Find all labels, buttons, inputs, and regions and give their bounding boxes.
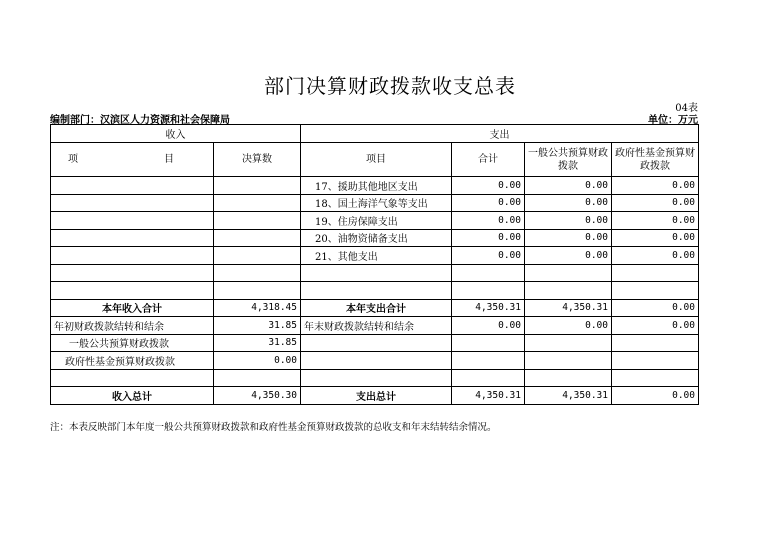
gov-fund-cell xyxy=(612,352,699,370)
general-budget-cell xyxy=(525,264,612,282)
income-item-cell: 一般公共预算财政拨款 xyxy=(51,334,214,352)
income-amount-cell: 31.85 xyxy=(214,317,301,335)
income-item-cell xyxy=(51,212,214,230)
expense-item-cell xyxy=(301,352,452,370)
income-amount-cell xyxy=(214,282,301,300)
table-row xyxy=(51,177,699,195)
budget-amount-header: 决算数 xyxy=(214,143,301,177)
income-item-cell xyxy=(51,194,214,212)
income-amount-cell xyxy=(214,177,301,195)
expense-item-cell: 本年支出合计 xyxy=(301,299,452,317)
income-amount-cell: 31.85 xyxy=(214,334,301,352)
total-cell: 4,350.31 xyxy=(452,299,525,317)
general-budget-cell: 4,350.31 xyxy=(525,387,612,405)
total-cell xyxy=(452,369,525,387)
income-amount-cell xyxy=(214,194,301,212)
total-cell xyxy=(452,282,525,300)
general-budget-cell xyxy=(525,282,612,300)
table-row xyxy=(51,299,699,317)
income-amount-cell xyxy=(214,247,301,265)
income-amount-cell: 4,350.30 xyxy=(214,387,301,405)
income-amount-cell xyxy=(214,229,301,247)
gov-fund-cell: 0.00 xyxy=(612,299,699,317)
expense-item-cell xyxy=(301,334,452,352)
general-budget-cell: 0.00 xyxy=(525,317,612,335)
general-budget-cell xyxy=(525,334,612,352)
income-amount-cell: 4,318.45 xyxy=(214,299,301,317)
table-row xyxy=(51,282,699,300)
table-row xyxy=(51,352,699,370)
general-budget-cell: 0.00 xyxy=(525,229,612,247)
expense-item-cell: 年末财政拨款结转和结余 xyxy=(301,317,452,335)
org-label: 编制部门：汉滨区人力资源和社会保障局 xyxy=(50,115,230,126)
income-amount-cell: 0.00 xyxy=(214,352,301,370)
income-item-cell xyxy=(51,177,214,195)
table-row xyxy=(51,264,699,282)
income-item-header: 项 目 xyxy=(51,143,214,177)
total-header: 合计 xyxy=(452,143,525,177)
income-item-cell xyxy=(51,247,214,265)
income-item-cell: 政府性基金预算财政拨款 xyxy=(51,352,214,370)
general-budget-cell: 4,350.31 xyxy=(525,299,612,317)
income-item-cell: 本年收入合计 xyxy=(51,299,214,317)
table-row xyxy=(51,334,699,352)
income-item-cell: 收入总计 xyxy=(51,387,214,405)
table-row xyxy=(51,369,699,387)
expense-item-cell xyxy=(301,264,452,282)
table-subheader-row xyxy=(51,143,699,177)
table-row xyxy=(51,229,699,247)
total-cell xyxy=(452,264,525,282)
income-amount-cell xyxy=(214,264,301,282)
table-body xyxy=(51,177,699,405)
total-cell: 0.00 xyxy=(452,212,525,230)
income-item-cell: 年初财政拨款结转和结余 xyxy=(51,317,214,335)
gov-fund-cell: 0.00 xyxy=(612,212,699,230)
expense-item-cell: 17、援助其他地区支出 xyxy=(301,177,452,195)
total-cell: 0.00 xyxy=(452,194,525,212)
income-header: 收入 xyxy=(51,125,301,143)
table-row xyxy=(51,247,699,265)
expense-header: 支出 xyxy=(301,125,699,143)
finance-table xyxy=(50,124,699,405)
total-cell: 0.00 xyxy=(452,317,525,335)
general-budget-cell xyxy=(525,369,612,387)
expense-item-cell: 20、油物资储备支出 xyxy=(301,229,452,247)
gov-fund-cell: 0.00 xyxy=(612,247,699,265)
income-amount-cell xyxy=(214,212,301,230)
general-budget-cell: 0.00 xyxy=(525,212,612,230)
income-amount-cell xyxy=(214,369,301,387)
expense-item-cell: 19、住房保障支出 xyxy=(301,212,452,230)
gov-fund-cell xyxy=(612,264,699,282)
expense-item-cell: 21、其他支出 xyxy=(301,247,452,265)
total-cell xyxy=(452,352,525,370)
report-title: 部门决算财政拨款收支总表 xyxy=(264,74,516,98)
footnote: 注：本表反映部门本年度一般公共预算财政拨款和政府性基金预算财政拨款的总收支和年末结转结余情况。 xyxy=(50,422,497,433)
expense-item-cell: 支出总计 xyxy=(301,387,452,405)
gov-fund-header: 政府性基金预算财政拨款 xyxy=(612,143,699,177)
gov-fund-cell: 0.00 xyxy=(612,229,699,247)
general-budget-cell: 0.00 xyxy=(525,247,612,265)
income-item-cell xyxy=(51,264,214,282)
gov-fund-cell xyxy=(612,282,699,300)
gov-fund-cell: 0.00 xyxy=(612,177,699,195)
table-row xyxy=(51,317,699,335)
expense-item-cell: 18、国土海洋气象等支出 xyxy=(301,194,452,212)
total-cell xyxy=(452,334,525,352)
income-item-cell xyxy=(51,369,214,387)
unit-label: 单位：万元 xyxy=(648,115,698,126)
gov-fund-cell: 0.00 xyxy=(612,317,699,335)
gov-fund-cell xyxy=(612,334,699,352)
expense-item-header: 项目 xyxy=(301,143,452,177)
general-budget-cell: 0.00 xyxy=(525,194,612,212)
total-cell: 0.00 xyxy=(452,247,525,265)
gov-fund-cell: 0.00 xyxy=(612,194,699,212)
table-header-row xyxy=(51,125,699,143)
expense-item-cell xyxy=(301,282,452,300)
table-row xyxy=(51,212,699,230)
table-row xyxy=(51,194,699,212)
general-budget-cell xyxy=(525,352,612,370)
table-row xyxy=(51,387,699,405)
income-item-cell xyxy=(51,229,214,247)
form-number: 04表 xyxy=(675,103,698,114)
total-cell: 4,350.31 xyxy=(452,387,525,405)
expense-item-cell xyxy=(301,369,452,387)
total-cell: 0.00 xyxy=(452,177,525,195)
gov-fund-cell xyxy=(612,369,699,387)
income-item-cell xyxy=(51,282,214,300)
general-budget-cell: 0.00 xyxy=(525,177,612,195)
general-budget-header: 一般公共预算财政拨款 xyxy=(525,143,612,177)
gov-fund-cell: 0.00 xyxy=(612,387,699,405)
total-cell: 0.00 xyxy=(452,229,525,247)
